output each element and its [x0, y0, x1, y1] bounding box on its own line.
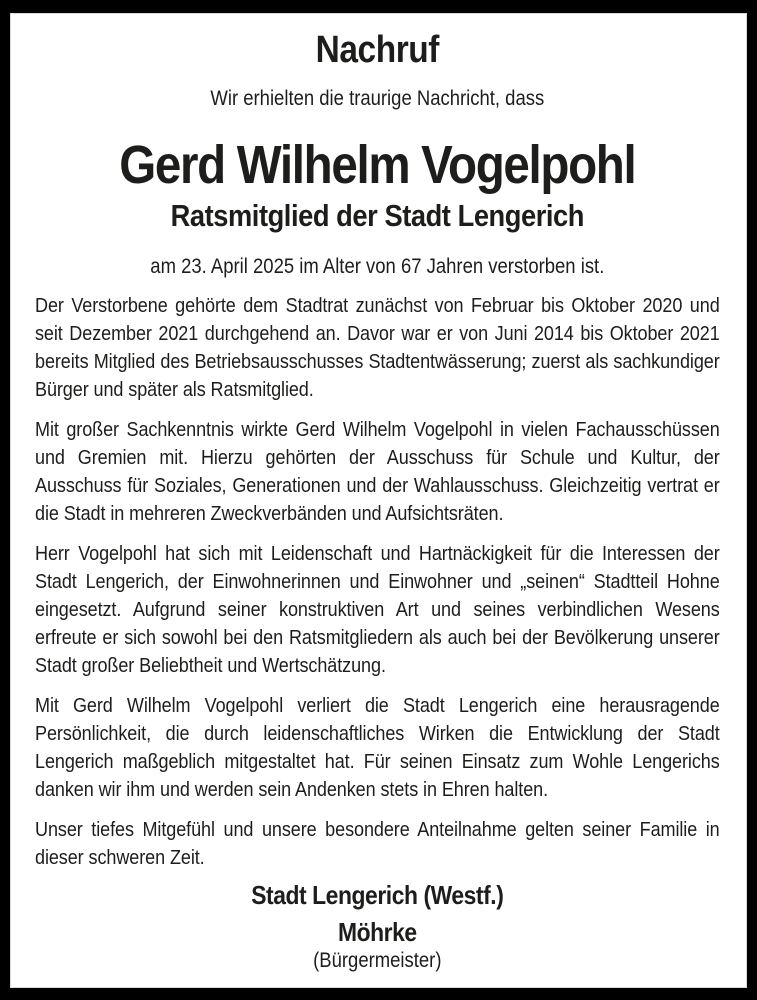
signature-role: (Bürgermeister) — [313, 949, 442, 972]
death-date-line: am 23. April 2025 im Alter von 67 Jahren verstorben ist. — [150, 255, 605, 278]
obituary-paragraph-3: Herr Vogelpohl hat sich mit Leidenschaft und Hartnäckigkeit für die Interessen der Stadt Lengerich, der Einwohnerinnen und Einwohner und „seinen“ Stadtteil Hohne eingesetzt. Aufgrund seiner konstruktiven Art und seines verbindlichen Wesens erfreute er sich sowohl bei den Ratsmitgliedern als auch bei der Bevölkerung unserer Stadt großer Beliebtheit und Wertschätzung. — [35, 542, 720, 677]
deceased-name: Gerd Wilhelm Vogelpohl — [119, 135, 636, 195]
obituary-content — [35, 13, 720, 974]
signature-name: Möhrke — [337, 917, 417, 947]
obituary-paragraph-2: Mit großer Sachkenntnis wirkte Gerd Wilhelm Vogelpohl in vielen Fachausschüssen und Gremien mit. Hierzu gehörten der Ausschuss für Schule und Kultur, der Ausschuss für Soziales, Generationen und der Wahlausschuss. Gleichzeitig vertrat er die Stadt in mehreren Zweckverbänden und Aufsichtsräten. — [35, 418, 720, 525]
obituary-paragraph-4: Mit Gerd Wilhelm Vogelpohl verliert die Stadt Lengerich eine herausragende Persönlichkeit, die durch leidenschaftliches Wirken die Entwicklung der Stadt Lengerich maßgeblich mitgestaltet hat. Für seinen Einsatz zum Wohle Lengerichs danken wir ihm und werden sein Andenken stets in Ehren halten. — [35, 694, 720, 801]
deceased-role: Ratsmitglied der Stadt Lengerich — [170, 198, 585, 233]
obituary-card — [10, 13, 747, 988]
intro-line: Wir erhielten die traurige Nachricht, dass — [210, 87, 545, 110]
obituary-paragraph-5: Unser tiefes Mitgefühl und unsere besondere Anteilnahme gelten seiner Familie in dieser schweren Zeit. — [35, 818, 720, 869]
notice-title: Nachruf — [315, 29, 439, 71]
signature-organization: Stadt Lengerich (Westf.) — [251, 880, 504, 910]
obituary-paragraph-1: Der Verstorbene gehörte dem Stadtrat zunächst von Februar bis Oktober 2020 und seit Dezember 2021 durchgehend an. Davor war er von Juni 2014 bis Oktober 2021 bereits Mitglied des Betriebsausschusses Stadtentwässerung; zuerst als sachkundiger Bürger und später als Ratsmitglied. — [35, 294, 720, 401]
